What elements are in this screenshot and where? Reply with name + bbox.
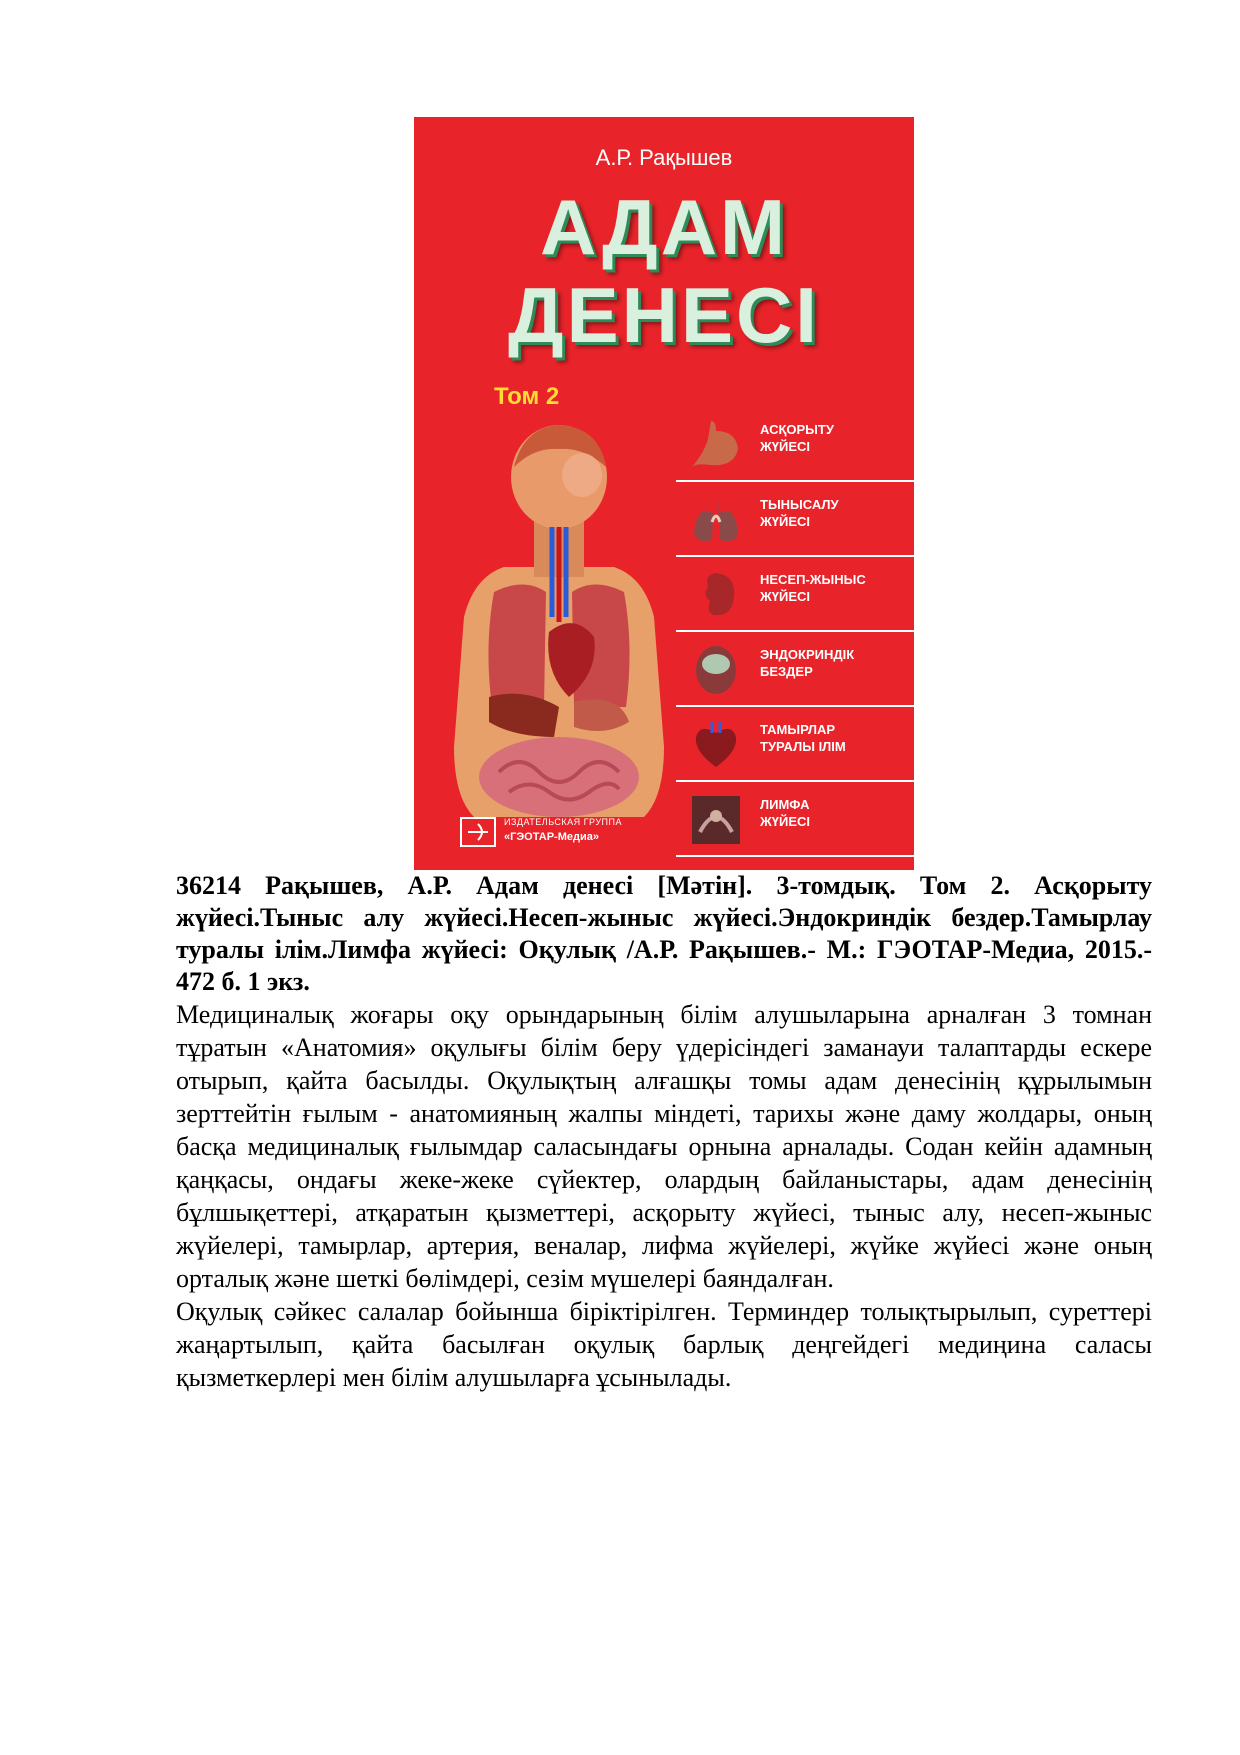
entry-paragraph-2: Оқулық сәйкес салалар бойынша біріктірілген. Терминдер толықтырылып, суреттері жаңартылып, қайта басылған оқулық барлық деңгейдегі медиңина саласы қызметкерлері мен білім алушыларға ұсынылады. [176, 1297, 1152, 1392]
lymph-icon [686, 792, 746, 846]
system-label-line2: ЖҮЙЕСІ [760, 439, 810, 454]
system-label-line2: ЖҮЙЕСІ [760, 814, 810, 829]
cover-system-item [676, 632, 914, 707]
heart-icon [686, 717, 746, 771]
anatomy-torso-illustration [434, 417, 684, 837]
book-cover-image [414, 117, 914, 870]
cover-title-line1: АДАМ [539, 183, 789, 271]
system-label-line2: ЖҮЙЕСІ [760, 589, 810, 604]
kidney-icon [686, 567, 746, 621]
cover-volume: Том 2 [494, 383, 560, 410]
system-label-line1: НЕСЕП-ЖЫНЫС [760, 572, 866, 587]
cover-system-item [676, 707, 914, 782]
entry-title: 36214 Рақышев, А.Р. Адам денесі [Мәтін]. 3-томдық. Том 2. Асқорыту жүйесі.Тыныс алу жүйесі.Несеп-жыныс жүйесі.Эндокриндік бездер.Тамырлау туралы ілім.Лимфа жүйесі: Оқулық /А.Р. Рақышев.- М.: ГЭОТАР-Медиа, 2015.- 472 б. 1 экз. [176, 871, 1152, 996]
system-label-line1: ТАМЫРЛАР [760, 722, 836, 737]
cover-title-line2: ДЕНЕСІ [508, 271, 820, 359]
cover-systems-list [676, 407, 914, 857]
cover-system-item [676, 482, 914, 557]
publisher-line1: ИЗДАТЕЛЬСКАЯ ГРУППА [504, 817, 622, 827]
cover-system-item [676, 557, 914, 632]
cover-author: А.Р. Рақышев [595, 145, 733, 170]
thyroid-icon [686, 642, 746, 696]
catalog-entry [176, 870, 1152, 1394]
entry-paragraph-1: Медициналық жоғары оқу орындарының білім алушыларына арналған 3 томнан тұратын «Анатомия» оқулығы білім беру үдерісіндегі заманауи талаптарды ескере отырып, қайта басылды. Оқулықтың алғашқы томы адам денесінің құрылымын зерттейтін ғылым - анатомияның жалпы міндеті, тарихы және даму жолдары, оның басқа медициналық ғылымдар саласындағы орнына арналады. Содан кейін адамның қаңқасы, ондағы жеке-жеке сүйектер, олардың байланыстары, адам денесінің бұлшықеттері, атқаратын қызметтері, асқорыту жүйесі, тыныс алу, несеп-жыныс жүйелері, тамырлар, артерия, веналар, лифма жүйелері, жүйке жүйесі және оның орталық және шеткі бөлімдері, сезім мүшелері баяндалған. [176, 1000, 1152, 1293]
system-label-line1: АСҚОРЫТУ [760, 422, 834, 437]
cover-system-item [676, 407, 914, 482]
publisher-block [460, 809, 660, 855]
stomach-icon [686, 417, 746, 471]
cover-system-item [676, 782, 914, 857]
publisher-line2: «ГЭОТАР-Медиа» [504, 831, 599, 843]
publisher-logo-icon [460, 817, 496, 847]
system-label-line2: ЖҮЙЕСІ [760, 514, 810, 529]
system-label-line2: ТУРАЛЫ ІЛІМ [760, 739, 846, 754]
system-label-line1: ТЫНЫСАЛУ [760, 497, 839, 512]
system-label-line1: ЛИМФА [760, 797, 810, 812]
system-label-line2: БЕЗДЕР [760, 664, 813, 679]
lungs-icon [686, 492, 746, 546]
system-label-line1: ЭНДОКРИНДІК [760, 647, 855, 662]
